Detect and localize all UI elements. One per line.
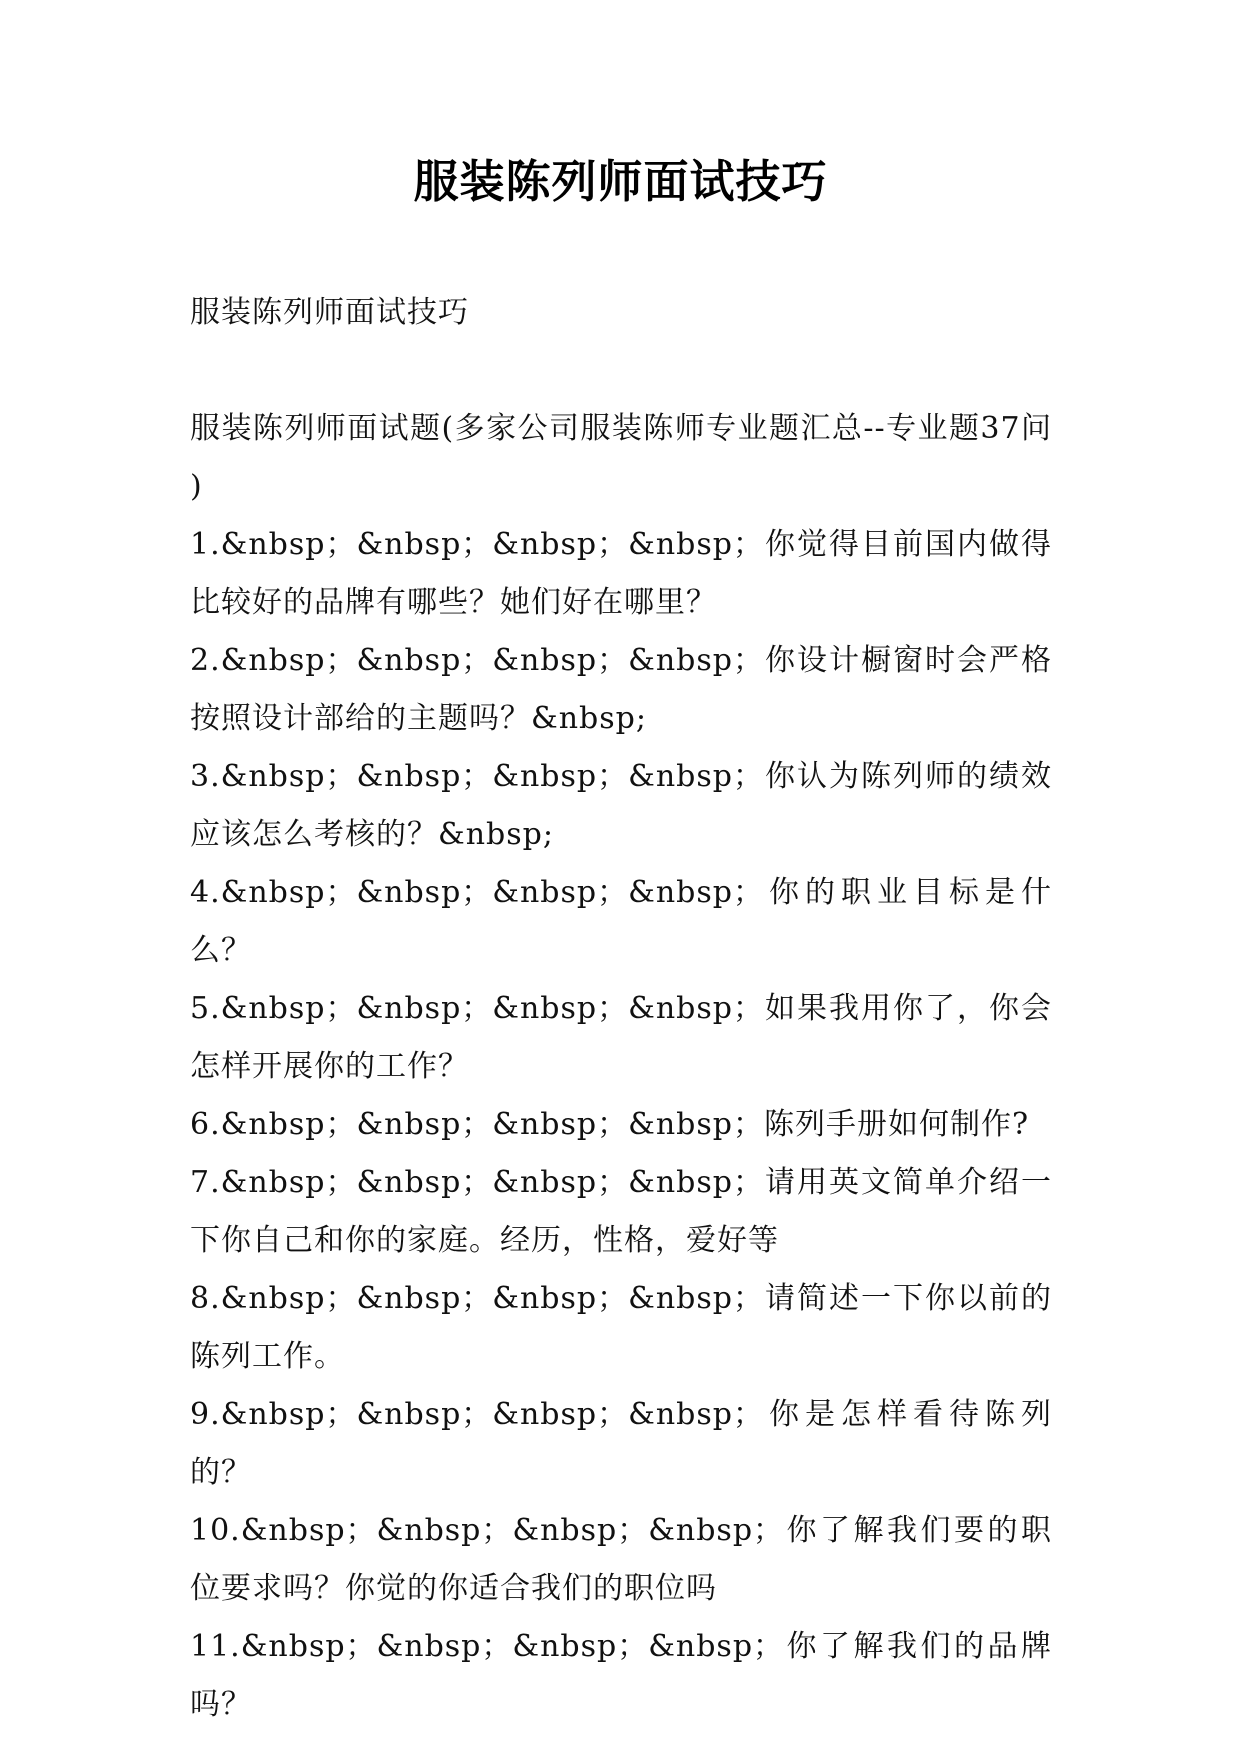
question-item: 8.&nbsp；&nbsp；&nbsp；&nbsp；请简述一下你以前的陈列工作。 <box>190 1281 1052 1374</box>
document-body <box>190 284 1052 1734</box>
question-item: 9.&nbsp；&nbsp；&nbsp；&nbsp；你是怎样看待陈列的？ <box>190 1397 1052 1490</box>
question-item: 11.&nbsp；&nbsp；&nbsp；&nbsp；你了解我们的品牌吗？ <box>190 1629 1052 1722</box>
question-item: 10.&nbsp；&nbsp；&nbsp；&nbsp；你了解我们要的职位要求吗？你觉的你适合我们的职位吗 <box>190 1513 1052 1606</box>
question-item: 6.&nbsp；&nbsp；&nbsp；&nbsp；陈列手册如何制作? <box>190 1107 1030 1142</box>
question-item: 4.&nbsp；&nbsp；&nbsp；&nbsp；你的职业目标是什么？ <box>190 875 1052 968</box>
intro-paragraph: 服装陈列师面试题(多家公司服装陈师专业题汇总--专业题37问 ) <box>190 411 1052 504</box>
question-item: 5.&nbsp；&nbsp；&nbsp；&nbsp；如果我用你了，你会怎样开展你的工作？ <box>190 991 1052 1084</box>
question-item: 1.&nbsp；&nbsp；&nbsp；&nbsp；你觉得目前国内做得比较好的品牌有哪些？她们好在哪里？ <box>190 527 1052 620</box>
question-item: 3.&nbsp；&nbsp；&nbsp；&nbsp；你认为陈列师的绩效应该怎么考核的？&nbsp; <box>190 759 1052 852</box>
question-item: 2.&nbsp；&nbsp；&nbsp；&nbsp；你设计橱窗时会严格按照设计部给的主题吗？&nbsp; <box>190 643 1052 736</box>
document-subtitle: 服装陈列师面试技巧 <box>190 295 469 330</box>
document-title: 服装陈列师面试技巧 <box>413 155 828 208</box>
question-item: 7.&nbsp；&nbsp；&nbsp；&nbsp；请用英文简单介绍一下你自己和你的家庭。经历，性格，爱好等 <box>190 1165 1052 1258</box>
